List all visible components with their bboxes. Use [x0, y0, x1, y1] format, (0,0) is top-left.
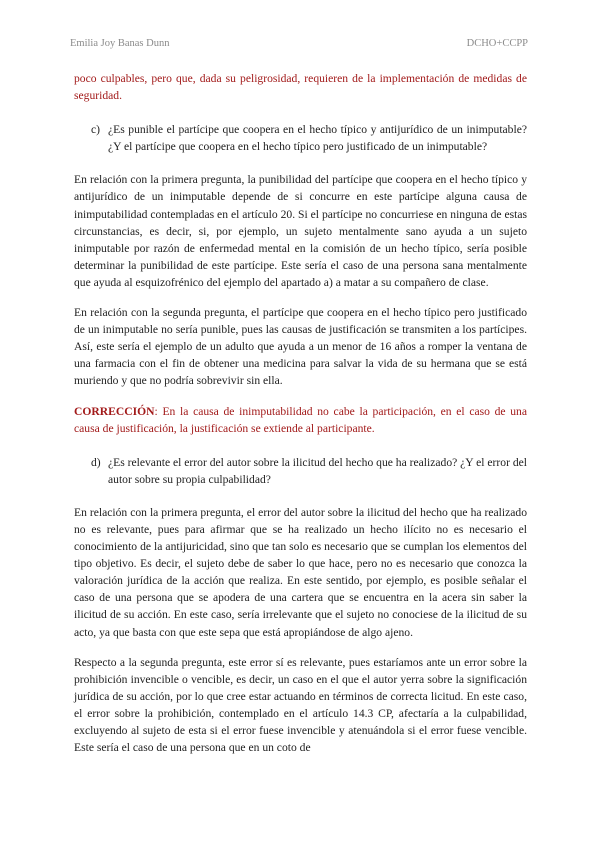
question-c-label: c) [91, 123, 101, 137]
question-d-text: ¿Es relevante el error del autor sobre la ilicitud del hecho que ha realizado? ¿Y el error del autor sobre su propia culpabilidad? [108, 455, 527, 486]
question-d-label: d) [91, 455, 101, 469]
page-header [70, 38, 528, 49]
answer-d-paragraph-2: Respecto a la segunda pregunta, este error sí es relevante, pues estaríamos ante un error sobre la prohibición invencible o vencible, es decir, un caso en el que el autor yerra sobre la significación jurídica de su acción, por lo que cree estar actuando en términos de correcta licitud. En este caso, el error sobre la prohibición, contemplado en el artículo 14.3 CP, afectaría a la culpabilidad, excluyendo al sujeto de esta si el error fuese invencible y atenuándola si el error fuese vencible. Este sería el caso de una persona que en un coto de [74, 655, 527, 755]
answer-c-paragraph-1: En relación con la primera pregunta, la punibilidad del partícipe que coopera en el hecho típico y antijurídico de un inimputable depende de si concurre en este partícipe alguna causa de inimputabilidad contempladas en el artículo 20. Si el partícipe no concurriese en ninguna de estas circunstancias, es decir, si, por ejemplo, un sujeto mentalmente sano ayuda a un sujeto inimputable por razón de enfermedad mental en la comisión de un hecho típico, sería posible determinar la punibilidad de este partícipe. Este sería el caso de una persona sana mentalmente que ayuda al esquizofrénico del ejemplo del apartado a) a matar a su compañero de clase. [74, 173, 527, 289]
header-author: Emilia Joy Banas Dunn [70, 38, 170, 49]
answer-c-paragraph-2: En relación con la segunda pregunta, el partícipe que coopera en el hecho típico pero justificado de un inimputable no sería punible, pues las causas de justificación se transmiten a los partícipes. Así, este sería el ejemplo de un adulto que ayuda a un menor de 16 años a romper la ventana de una farmacia con el fin de obtener una medicina para salvar la vida de su hermana que se está muriendo y que no podría sobrevivir sin ella. [74, 306, 527, 388]
correction-text: : En la causa de inimputabilidad no cabe la participación, en el caso de una causa de justificación, la justificación se extiende al participante. [74, 404, 527, 435]
intro-paragraph: poco culpables, pero que, dada su peligrosidad, requieren de la implementación de medidas de seguridad. [74, 72, 527, 103]
question-d [91, 454, 527, 488]
answer-d-paragraph-1: En relación con la primera pregunta, el error del autor sobre la ilicitud del hecho que ha realizado no es relevante, pues para afirmar que se ha realizado un hecho ilícito no es necesario el conocimiento de la antijuricidad, sino que tan solo es necesario que se cumplan los elementos del tipo objetivo. Es decir, el sujeto debe de saber lo que hace, pero no es necesario que conozca la valoración jurídica de la acción que realiza. En este sentido, por ejemplo, es posible señalar el caso de una persona que se apodera de una cartera que se encuentra en la acera sin saber la ilicitud de su acción. En este caso, sería irrelevante que el sujeto no conociese de la ilicitud de su acto, ya que basta con que este sepa que está apropiándose de algo ajeno. [74, 505, 527, 639]
correction-label: CORRECCIÓN [74, 404, 155, 418]
correction-paragraph [74, 403, 527, 437]
document-body [74, 70, 527, 756]
question-c [91, 121, 527, 155]
question-c-text: ¿Es punible el partícipe que coopera en el hecho típico y antijurídico de un inimputable? ¿Y el partícipe que coopera en el hecho típico pero justificado de un inimputable? [108, 123, 527, 154]
header-course: DCHO+CCPP [466, 38, 528, 49]
